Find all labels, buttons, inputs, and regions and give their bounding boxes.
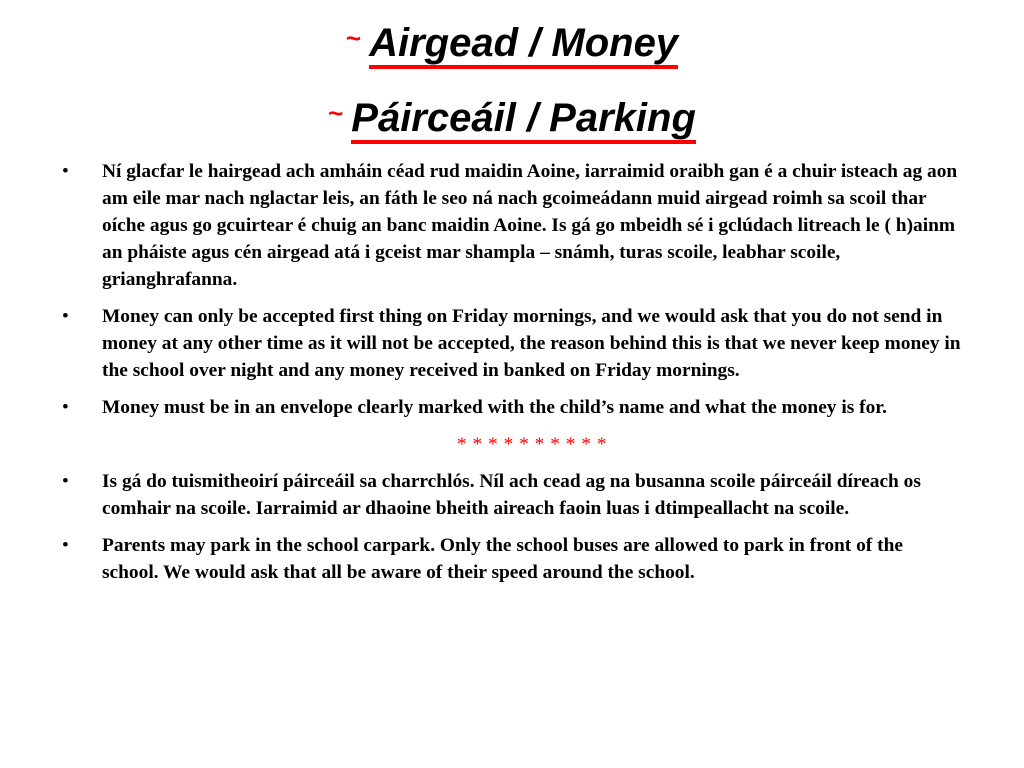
title-parking	[0, 89, 1024, 144]
paragraph-text: Parents may park in the school carpark. Only the school buses are allowed to park in front of the school. We would ask that all be aware of their speed around the school.	[102, 535, 903, 583]
paragraph-text: Ní glacfar le hairgead ach amháin céad rud maidin Aoine, iarraimid oraibh gan é a chuir isteach ag aon am eile mar nach nglactar leis, an fáth le seo ná nach gcoimeádann muid airgead roimh sa scoil thar oíche agus go gcuirtear é chuig an banc maidin Aoine. Is gá go mbeidh sé i gclúdach litreach le ( h)ainm an pháiste agus cén airgead atá i gceist mar shampla – snámh, turas scoile, leabhar scoile, grianghrafanna.	[102, 161, 958, 290]
bullet-icon: •	[62, 306, 69, 327]
bullet-list	[62, 158, 962, 596]
title-tilde: ~	[345, 23, 362, 53]
bullet-item-envelope	[62, 394, 962, 421]
title-text: Páirceáil / Parking	[351, 96, 696, 144]
paragraph-text: Money must be in an envelope clearly marked with the child’s name and what the money is for.	[102, 397, 887, 418]
bullet-icon: •	[62, 161, 69, 182]
title-money	[0, 14, 1024, 69]
title-tilde: ~	[328, 98, 344, 128]
paragraph-text: Money can only be accepted first thing on Friday mornings, and we would ask that you do not send in money at any other time as it will not be accepted, the reason behind this is that we never keep money in the school over night and any money received in banked on Friday mornings.	[102, 306, 961, 381]
bullet-icon: •	[62, 535, 69, 556]
bullet-item-money-irish	[62, 158, 962, 293]
bullet-item-parking-irish	[62, 468, 962, 522]
bullet-item-money-english	[62, 303, 962, 384]
bullet-icon: •	[62, 397, 69, 418]
paragraph-text: Is gá do tuismitheoirí páirceáil sa charrchlós. Níl ach cead ag na busanna scoile páirceáil díreach os comhair na scoile. Iarraimid ar dhaoine bheith aireach faoin luas i dtimpeallacht na scoile.	[102, 471, 921, 519]
separator-stars: * * * * * * * * * *	[456, 434, 608, 455]
bullet-item-parking-english	[62, 532, 962, 586]
bullet-icon: •	[62, 471, 69, 492]
title-text: Airgead / Money	[369, 21, 678, 69]
